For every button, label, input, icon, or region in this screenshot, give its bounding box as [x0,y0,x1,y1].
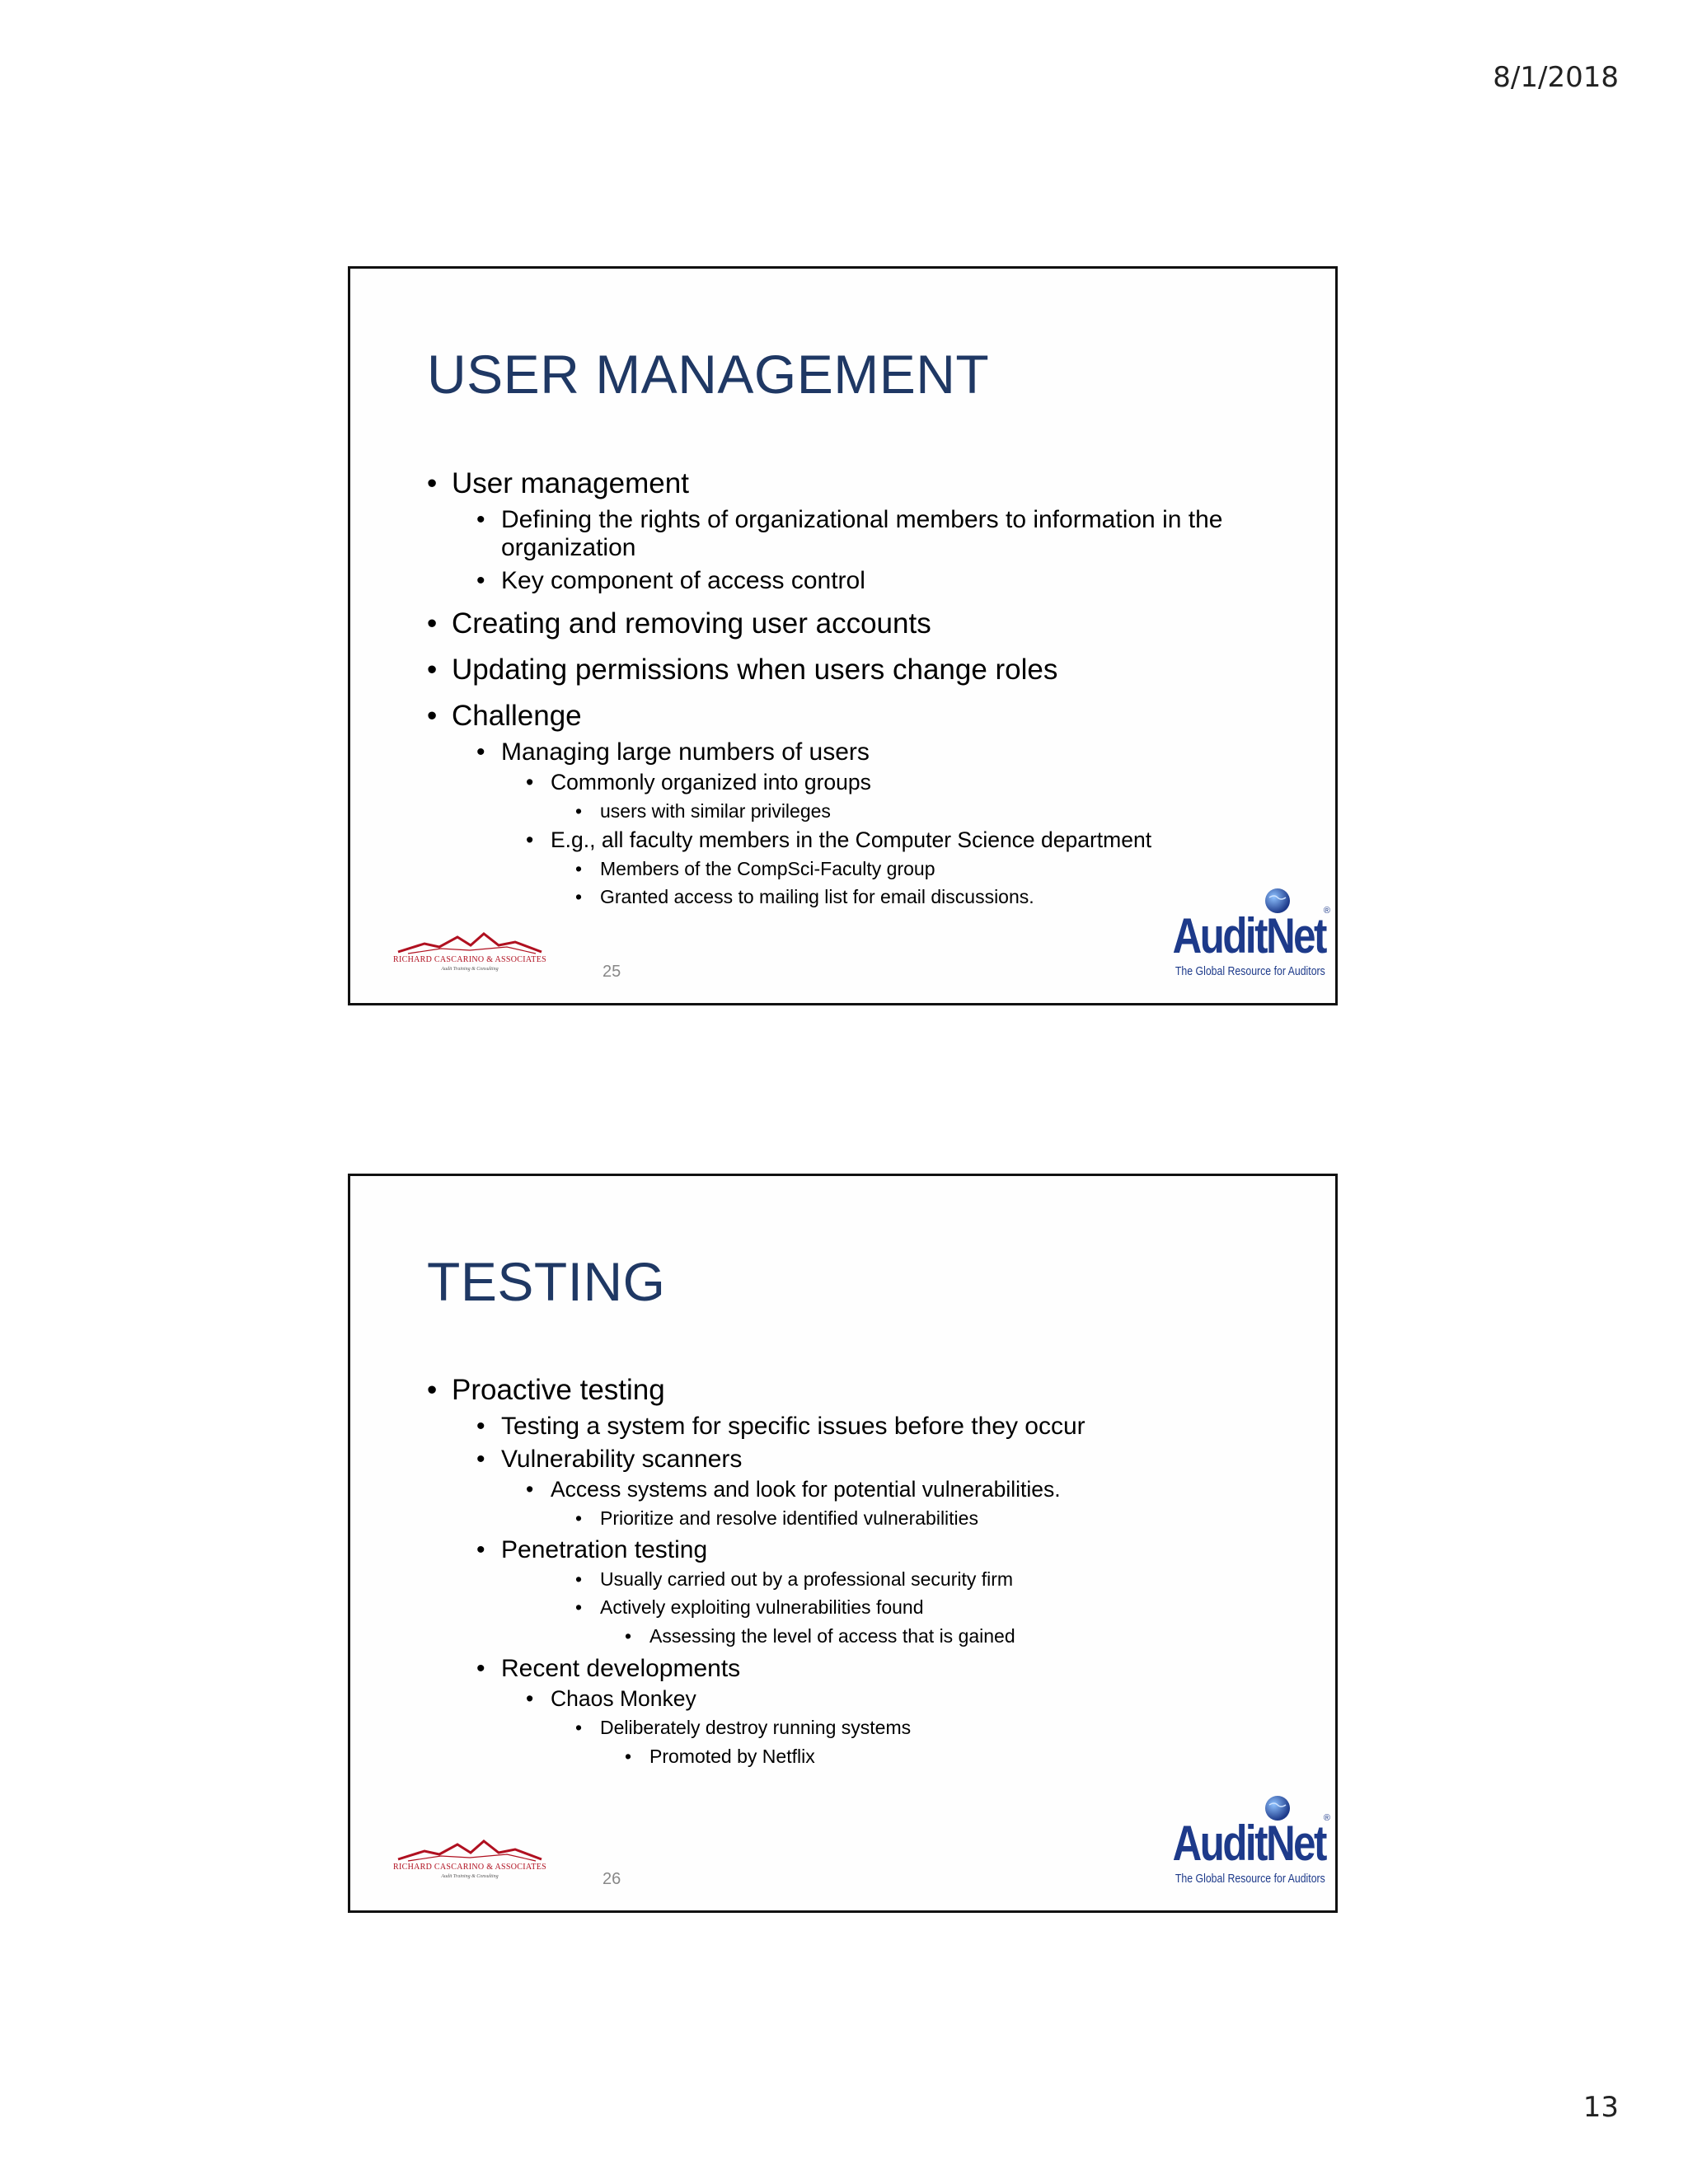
slide-testing [348,1174,1338,1913]
registered-mark-icon: ® [1323,906,1330,916]
footer-logo-name: RICHARD CASCARINO & ASSOCIATES [393,955,546,964]
bullet-item: • Penetration testing [476,1536,1278,1564]
bullet-item: • Prioritize and resolve identified vulnerabilities [575,1505,1278,1531]
page-number: 13 [1582,2091,1619,2124]
page-date: 8/1/2018 [1493,61,1619,94]
bullet-item: • Vulnerability scanners [476,1446,1278,1474]
bullet-item: • Commonly organized into groups [526,768,1278,796]
auditnet-tagline: The Global Resource for Auditors [1175,1872,1325,1886]
bullet-list [427,1373,1278,1770]
auditnet-tagline: The Global Resource for Auditors [1175,964,1325,978]
auditnet-logo [1172,1795,1330,1886]
bullet-item: • Managing large numbers of users [476,738,1278,766]
cascarino-logo [392,1838,548,1896]
bullet-item: • Testing a system for specific issues before they occur [476,1413,1278,1441]
bullet-item: • E.g., all faculty members in the Computer Science department [526,826,1278,854]
mountain-logo-icon [392,1838,548,1864]
bullet-item: • users with similar privileges [575,798,1278,824]
bullet-item: • Granted access to mailing list for email discussions. [575,883,1278,910]
bullet-item: • Usually carried out by a professional security firm [575,1566,1278,1592]
slide-user-management [348,266,1338,1005]
auditnet-wordmark: AuditNet [1172,908,1325,963]
bullet-item: • Deliberately destroy running systems [575,1714,1278,1741]
footer-logo-tagline: Audit Training & Consulting [441,1874,499,1879]
auditnet-wordmark: AuditNet [1172,1816,1325,1871]
slide-number: 25 [603,963,621,981]
slide-title: TESTING [427,1251,666,1312]
bullet-item: • Creating and removing user accounts [427,607,1278,641]
bullet-item: • Access systems and look for potential vulnerabilities. [526,1475,1278,1503]
slide-number: 26 [603,1870,621,1888]
bullet-item: • Challenge [427,699,1278,733]
bullet-item: • Recent developments [476,1655,1278,1683]
auditnet-logo [1172,888,1330,978]
registered-mark-icon: ® [1323,1813,1330,1823]
bullet-item: • Updating permissions when users change roles [427,653,1278,687]
bullet-item: • Chaos Monkey [526,1685,1278,1713]
bullet-list [427,466,1278,910]
slide-title: USER MANAGEMENT [427,344,990,405]
bullet-item: • Defining the rights of organizational members to information in the organization [476,506,1226,562]
bullet-item: • Promoted by Netflix [625,1742,1278,1770]
footer-logo-tagline: Audit Training & Consulting [441,967,499,972]
bullet-item: • Members of the CompSci-Faculty group [575,855,1278,882]
bullet-item: • Assessing the level of access that is gained [625,1622,1278,1650]
bullet-item: • User management [427,466,1278,501]
bullet-item: • Proactive testing [427,1373,1278,1408]
mountain-logo-icon [392,930,548,957]
bullet-item: • Key component of access control [476,567,1278,595]
footer-logo-name: RICHARD CASCARINO & ASSOCIATES [393,1863,546,1872]
cascarino-logo [392,930,548,988]
bullet-item: • Actively exploiting vulnerabilities found [575,1594,1278,1620]
